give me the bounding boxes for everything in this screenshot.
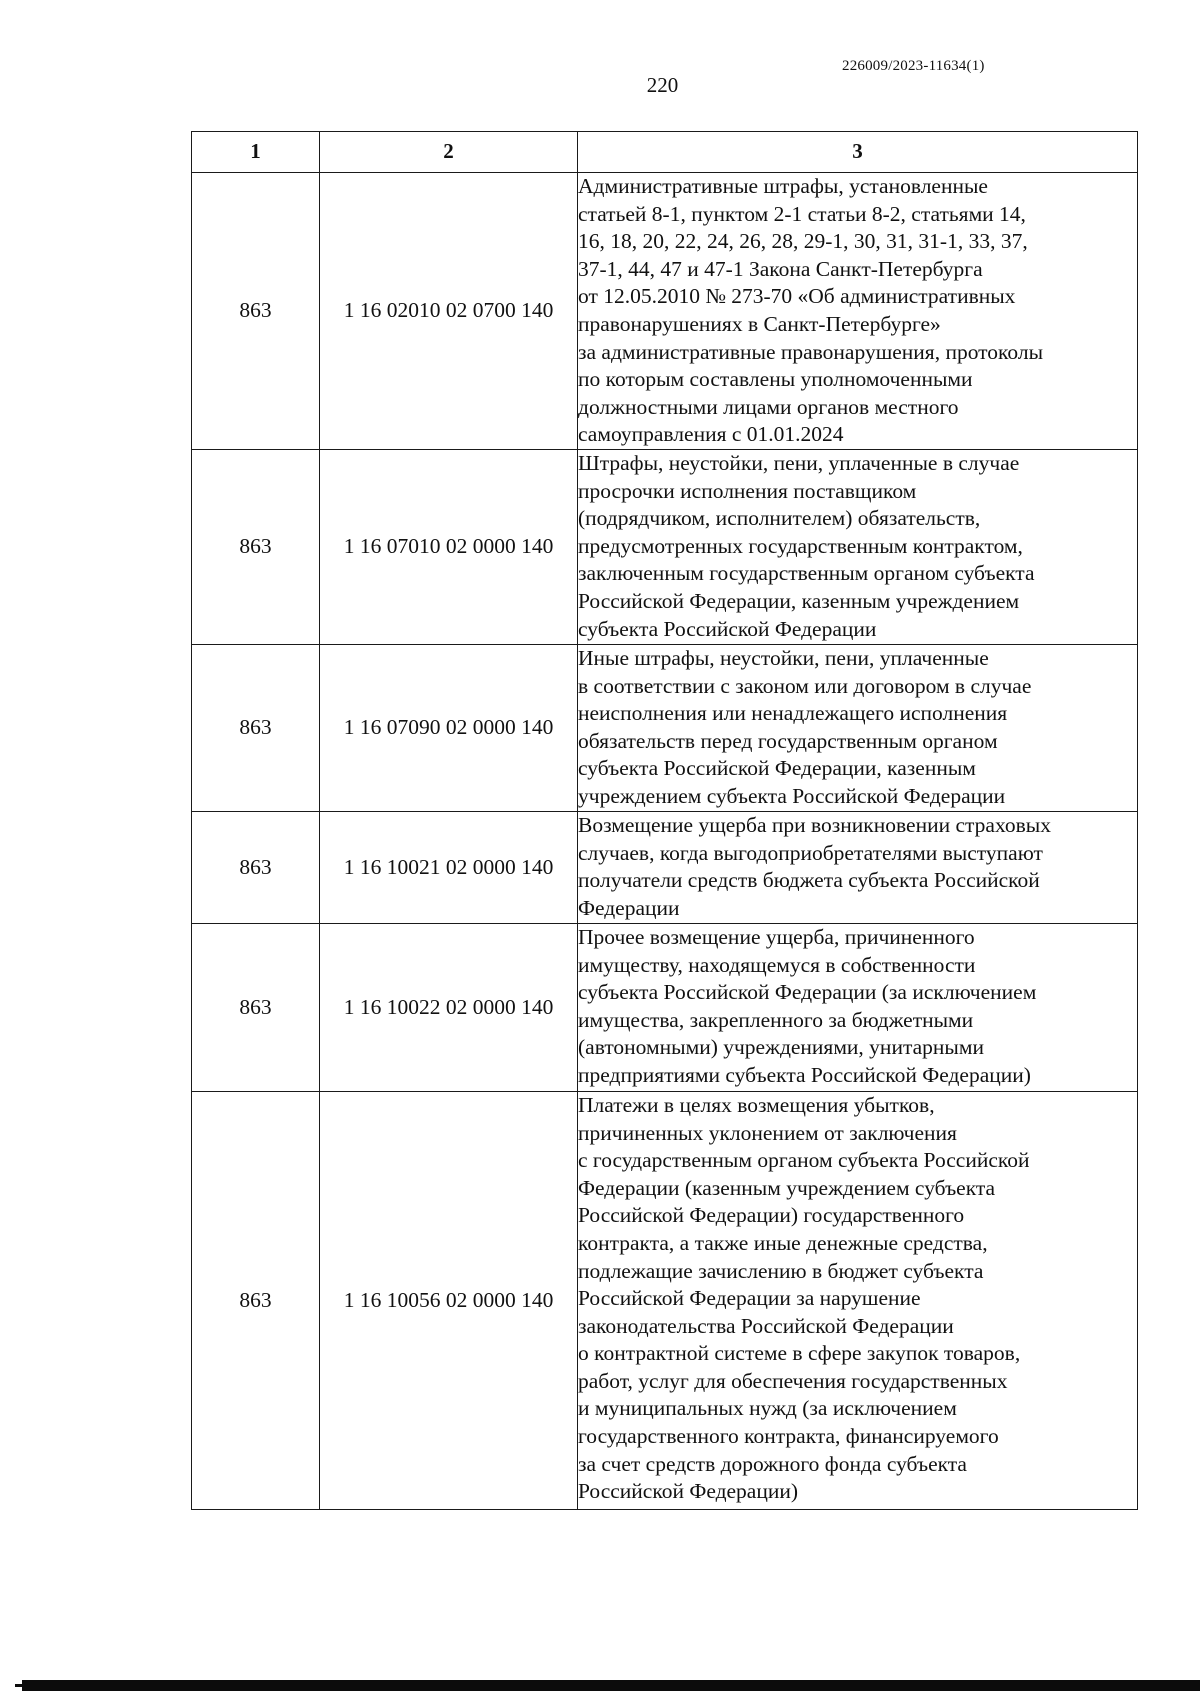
- description-line: случаев, когда выгодоприобретателями выступают: [578, 840, 1043, 865]
- description-line: Возмещение ущерба при возникновении страховых: [578, 812, 1051, 837]
- description-line: государственного контракта, финансируемого: [578, 1424, 999, 1449]
- description-line: контракта, а также иные денежные средства,: [578, 1230, 988, 1255]
- revenue-code-cell: 1 16 10056 02 0000 140: [320, 1091, 578, 1509]
- description-line: за счет средств дорожного фонда субъекта: [578, 1451, 967, 1476]
- description-line: Иные штрафы, неустойки, пени, уплаченные: [578, 645, 989, 670]
- page-number: 220: [646, 73, 679, 97]
- revenue-code-cell: 1 16 07010 02 0000 140: [320, 449, 578, 644]
- description-line: Российской Федерации за нарушение: [578, 1286, 921, 1311]
- description-line: Российской Федерации, казенным учреждением: [578, 588, 1020, 613]
- description-line: с государственным органом субъекта Российской: [578, 1148, 1030, 1173]
- description-line: предусмотренных государственным контрактом,: [578, 533, 1023, 558]
- description-line: 16, 18, 20, 22, 24, 26, 28, 29-1, 30, 31, 31-1, 33, 37,: [578, 229, 1028, 254]
- document-registration-number: 226009/2023-11634(1): [842, 58, 985, 74]
- description-line: Российской Федерации) государственного: [578, 1203, 965, 1228]
- table-row: [192, 173, 1138, 450]
- description-cell: [578, 1091, 1138, 1509]
- admin-code-cell: 863: [192, 1091, 320, 1509]
- description-line: Платежи в целях возмещения убытков,: [578, 1092, 935, 1117]
- description-line: Штрафы, неустойки, пени, уплаченные в случае: [578, 450, 1020, 475]
- description-cell: [578, 173, 1138, 450]
- description-line: правонарушениях в Санкт-Петербурге»: [578, 311, 941, 336]
- description-line: о контрактной системе в сфере закупок товаров,: [578, 1341, 1021, 1366]
- description-cell: [578, 449, 1138, 644]
- description-line: заключенным государственным органом субъекта: [578, 561, 1035, 586]
- column-header-2: 2: [320, 132, 578, 173]
- scan-bottom-bar: [22, 1680, 1200, 1691]
- table-row: [192, 811, 1138, 923]
- table-row: [192, 1091, 1138, 1509]
- description-line: субъекта Российской Федерации, казенным: [578, 756, 976, 781]
- description-line: от 12.05.2010 № 273-70 «Об административных: [578, 284, 1016, 309]
- description-line: должностными лицами органов местного: [578, 394, 959, 419]
- revenue-code-cell: 1 16 02010 02 0700 140: [320, 173, 578, 450]
- description-line: 37-1, 44, 47 и 47-1 Закона Санкт-Петербурга: [578, 256, 983, 281]
- admin-code-cell: 863: [192, 923, 320, 1091]
- description-line: законодательства Российской Федерации: [578, 1313, 954, 1338]
- column-header-1: 1: [192, 132, 320, 173]
- description-line: просрочки исполнения поставщиком: [578, 478, 917, 503]
- description-line: Федерации: [578, 895, 680, 920]
- description-line: субъекта Российской Федерации: [578, 616, 877, 641]
- description-line: в соответствии с законом или договором в случае: [578, 673, 1032, 698]
- description-line: работ, услуг для обеспечения государственных: [578, 1368, 1008, 1393]
- description-line: имуществу, находящемуся в собственности: [578, 952, 976, 977]
- description-line: и муниципальных нужд (за исключением: [578, 1396, 957, 1421]
- table-row: [192, 449, 1138, 644]
- description-cell: [578, 811, 1138, 923]
- revenue-code-cell: 1 16 10021 02 0000 140: [320, 811, 578, 923]
- description-line: статьей 8-1, пунктом 2-1 статьи 8-2, статьями 14,: [578, 201, 1026, 226]
- table-row: [192, 923, 1138, 1091]
- description-line: Российской Федерации): [578, 1479, 799, 1504]
- description-line: (подрядчиком, исполнителем) обязательств,: [578, 506, 981, 531]
- description-line: обязательств перед государственным органом: [578, 728, 998, 753]
- description-line: субъекта Российской Федерации (за исключением: [578, 980, 1037, 1005]
- description-line: получатели средств бюджета субъекта Российской: [578, 868, 1040, 893]
- admin-code-cell: 863: [192, 173, 320, 450]
- description-cell: [578, 644, 1138, 811]
- description-line: Прочее возмещение ущерба, причиненного: [578, 924, 975, 949]
- table-body: [192, 173, 1138, 1510]
- description-line: (автономными) учреждениями, унитарными: [578, 1035, 984, 1060]
- description-line: по которым составлены уполномоченными: [578, 367, 973, 392]
- description-line: учреждением субъекта Российской Федерации: [578, 783, 1006, 808]
- column-header-3: 3: [578, 132, 1138, 173]
- revenue-code-cell: 1 16 07090 02 0000 140: [320, 644, 578, 811]
- admin-code-cell: 863: [192, 811, 320, 923]
- table-row: [192, 644, 1138, 811]
- revenue-codes-table: [191, 131, 1138, 1510]
- description-line: за административные правонарушения, протоколы: [578, 339, 1044, 364]
- description-line: подлежащие зачислению в бюджет субъекта: [578, 1258, 984, 1283]
- description-line: Федерации (казенным учреждением субъекта: [578, 1175, 996, 1200]
- revenue-code-cell: 1 16 10022 02 0000 140: [320, 923, 578, 1091]
- admin-code-cell: 863: [192, 449, 320, 644]
- description-line: предприятиями субъекта Российской Федерации): [578, 1062, 1031, 1087]
- description-cell: [578, 923, 1138, 1091]
- description-line: причиненных уклонением от заключения: [578, 1120, 957, 1145]
- admin-code-cell: 863: [192, 644, 320, 811]
- description-line: неисполнения или ненадлежащего исполнения: [578, 701, 1008, 726]
- description-line: самоуправления с 01.01.2024: [578, 422, 844, 447]
- description-line: Административные штрафы, установленные: [578, 174, 988, 198]
- table-header-row: [192, 132, 1138, 173]
- description-line: имущества, закрепленного за бюджетными: [578, 1007, 974, 1032]
